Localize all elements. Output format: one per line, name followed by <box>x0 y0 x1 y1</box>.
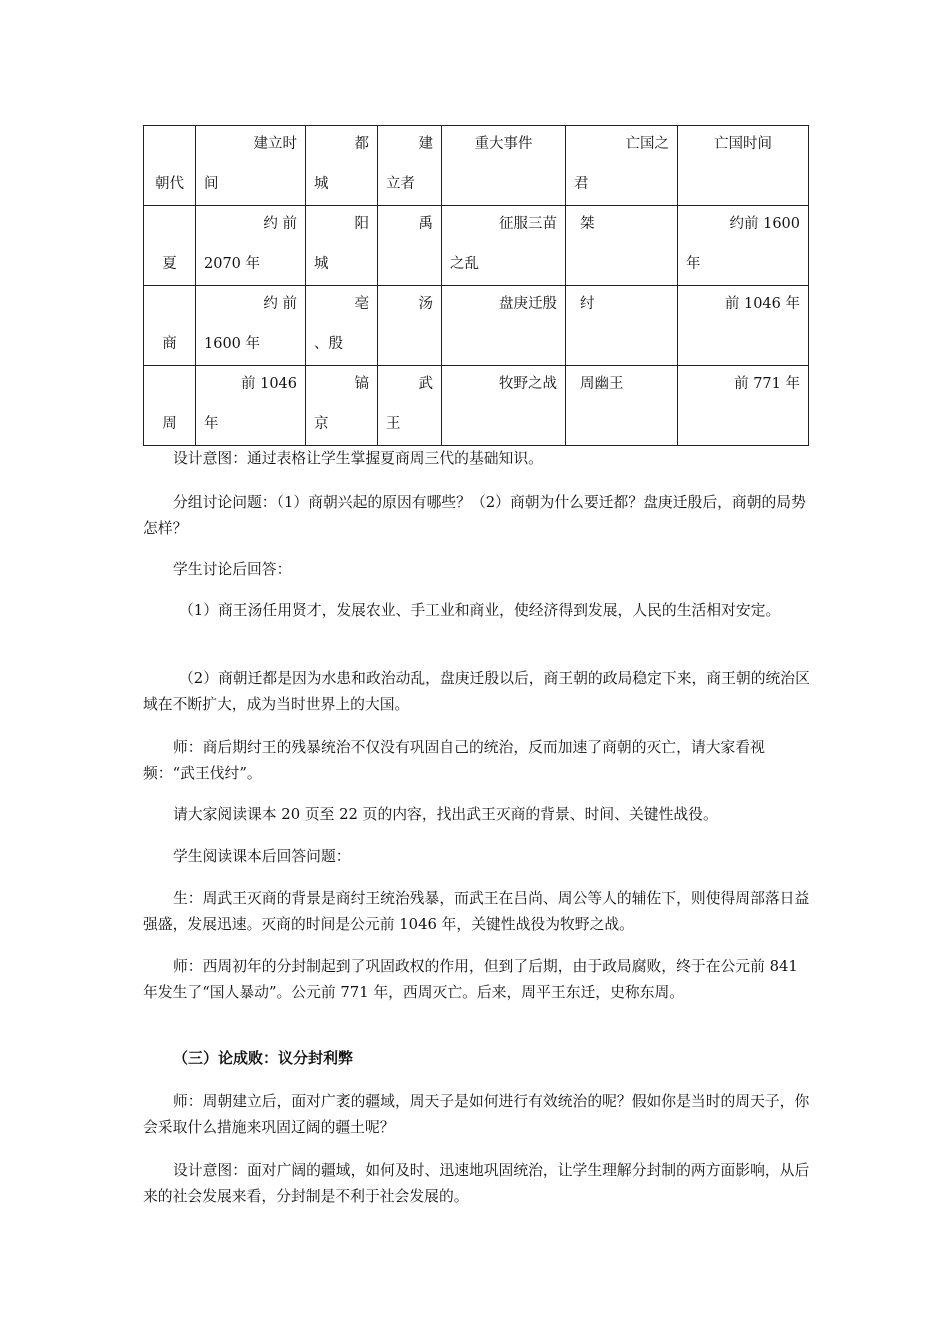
section-heading: （三）论成败：议分封利弊 <box>173 1049 354 1067</box>
cell-founded: 约 前 1600 年 <box>196 286 306 366</box>
dynasty-table <box>143 125 809 446</box>
reading-task: 请大家阅读课本 20 页至 22 页的内容，找出武王灭商的背景、时间、关键性战役。 <box>173 806 718 823</box>
student-answer-intro: 学生讨论后回答： <box>173 561 292 578</box>
cell-last-ruler: 周幽王 <box>566 366 678 446</box>
header-capital: 都 城 <box>306 126 378 206</box>
cell-founded: 前 1046 年 <box>196 366 306 446</box>
cell-last-ruler: 纣 <box>566 286 678 366</box>
cell-dynasty: 周 <box>144 366 196 446</box>
header-dynasty: 朝代 <box>144 126 196 206</box>
table-row <box>144 366 809 446</box>
cell-capital: 阳 城 <box>306 206 378 286</box>
answer-2: （2）商朝迁都是因为水患和政治动乱，盘庚迁殷以后，商王朝的政局稳定下来，商王朝的统治区域在不断扩大，成为当时世界上的大国。 <box>143 670 810 713</box>
header-fall-time: 亡国时间 <box>678 126 809 206</box>
header-founder: 建 立者 <box>378 126 442 206</box>
cell-fall-time: 前 771 年 <box>678 366 809 446</box>
table-row <box>144 286 809 366</box>
cell-capital: 镐 京 <box>306 366 378 446</box>
cell-capital: 亳 、殷 <box>306 286 378 366</box>
header-events: 重大事件 <box>442 126 566 206</box>
teacher-question: 师：周朝建立后，面对广袤的疆域，周天子是如何进行有效统治的呢？假如你是当时的周天子，你会采取什么措施来巩固辽阔的疆土呢？ <box>143 1093 810 1136</box>
design-intent-1: 设计意图：通过表格让学生掌握夏商周三代的基础知识。 <box>173 450 543 467</box>
cell-last-ruler: 桀 <box>566 206 678 286</box>
teacher-remark-1: 师：商后期纣王的残暴统治不仅没有巩固自己的统治，反而加速了商朝的灭亡，请大家看视频：“武王伐纣”。 <box>143 739 765 782</box>
cell-dynasty: 商 <box>144 286 196 366</box>
cell-fall-time: 约前 1600 年 <box>678 206 809 286</box>
table-row <box>144 206 809 286</box>
cell-events: 盘庚迁殷 <box>442 286 566 366</box>
cell-events: 牧野之战 <box>442 366 566 446</box>
design-intent-2: 设计意图：面对广阔的疆域，如何及时、迅速地巩固统治，让学生理解分封制的两方面影响，从后来的社会发展来看，分封制是不利于社会发展的。 <box>143 1162 810 1205</box>
answer-1: （1）商王汤任用贤才，发展农业、手工业和商业，使经济得到发展，人民的生活相对安定。 <box>179 602 781 619</box>
student-answer: 生：周武王灭商的背景是商纣王统治残暴，而武王在吕尚、周公等人的辅佐下，则使得周部落日益强盛，发展迅速。灭商的时间是公元前 1046 年，关键性战役为牧野之战。 <box>143 890 810 933</box>
cell-founded: 约 前 2070 年 <box>196 206 306 286</box>
header-last-ruler: 亡国之 君 <box>566 126 678 206</box>
cell-founder: 禹 <box>378 206 442 286</box>
teacher-remark-2: 师：西周初年的分封制起到了巩固政权的作用，但到了后期，由于政局腐败，终于在公元前 841 年发生了“国人暴动”。公元前 771 年，西周灭亡。后来，周平王东迁，史称东周。 <box>143 958 798 1001</box>
discussion-questions: 分组讨论问题：（1）商朝兴起的原因有哪些？（2）商朝为什么要迁都？盘庚迁殷后，商朝的局势怎样？ <box>143 494 806 537</box>
cell-dynasty: 夏 <box>144 206 196 286</box>
cell-events: 征服三苗 之乱 <box>442 206 566 286</box>
table-header-row <box>144 126 809 206</box>
cell-fall-time: 前 1046 年 <box>678 286 809 366</box>
cell-founder: 武 王 <box>378 366 442 446</box>
cell-founder: 汤 <box>378 286 442 366</box>
student-reading-intro: 学生阅读课本后回答问题： <box>173 848 351 865</box>
header-founded: 建立时 间 <box>196 126 306 206</box>
